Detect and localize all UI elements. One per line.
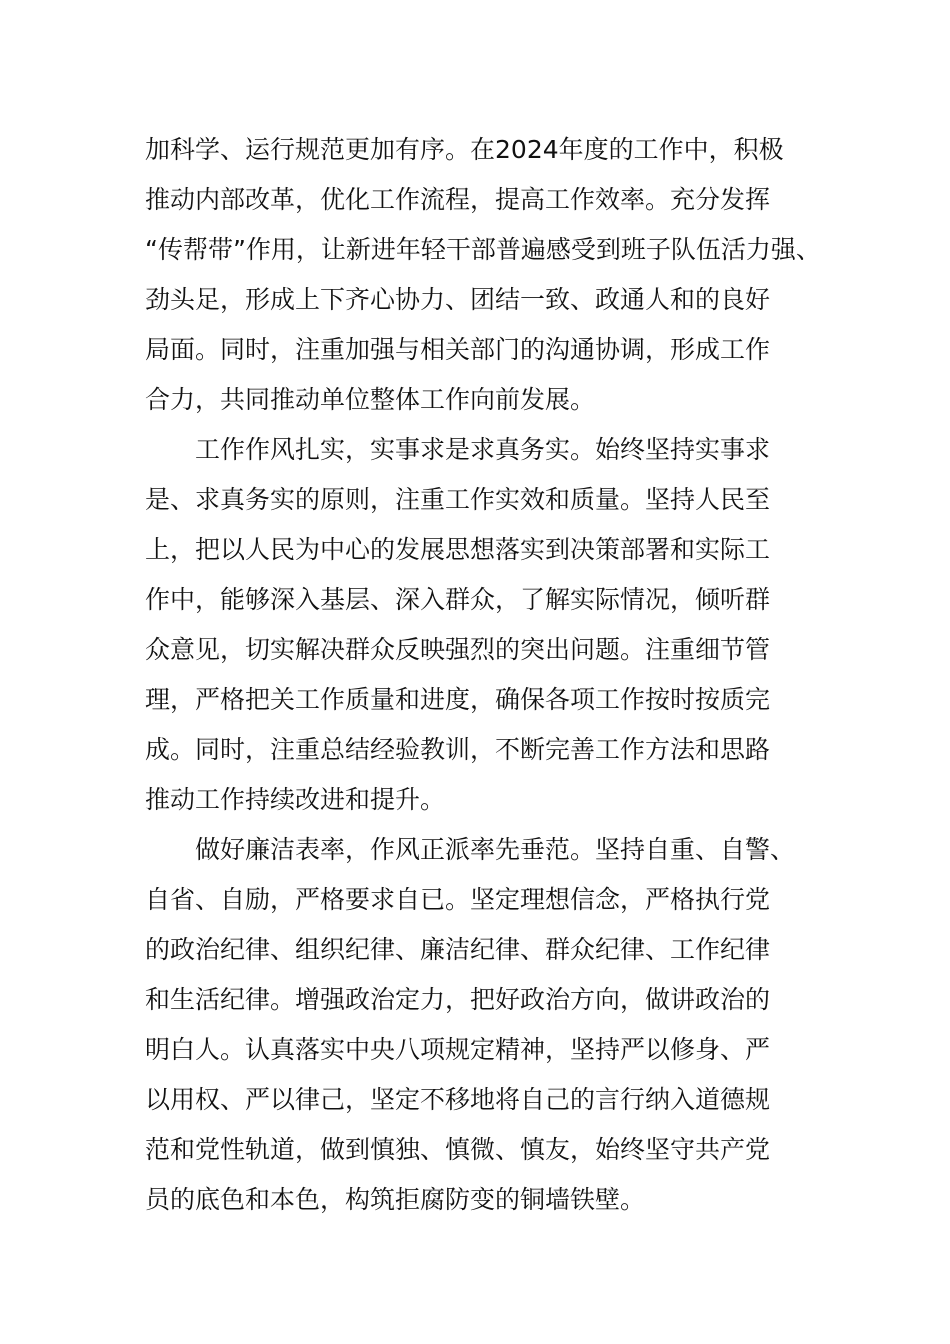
document-line: 众意见，切实解决群众反映强烈的突出问题。注重细节管 <box>145 635 771 664</box>
document-line: 是、求真务实的原则，注重工作实效和质量。坚持人民至 <box>145 485 771 514</box>
document-line: 作中，能够深入基层、深入群众，了解实际情况，倾听群 <box>145 585 771 614</box>
document-line: 成。同时，注重总结经验教训，不断完善工作方法和思路 <box>145 735 771 764</box>
document-line: 劲头足，形成上下齐心协力、团结一致、政通人和的良好 <box>145 285 771 314</box>
document-line: 理，严格把关工作质量和进度，确保各项工作按时按质完 <box>145 685 771 714</box>
document-line: 局面。同时，注重加强与相关部门的沟通协调，形成工作 <box>145 335 771 364</box>
document-line: 上，把以人民为中心的发展思想落实到决策部署和实际工 <box>145 535 771 564</box>
document-body <box>145 125 821 1225</box>
document-line: 推动工作持续改进和提升。 <box>145 785 446 814</box>
document-line: 工作作风扎实，实事求是求真务实。始终坚持实事求 <box>195 435 771 464</box>
document-line: 合力，共同推动单位整体工作向前发展。 <box>145 385 596 414</box>
document-line: 自省、自励，严格要求自已。坚定理想信念，严格执行党 <box>145 885 771 914</box>
document-line: 以用权、严以律己，坚定不移地将自己的言行纳入道德规 <box>145 1085 771 1114</box>
document-line: 推动内部改革，优化工作流程，提高工作效率。充分发挥 <box>145 185 771 214</box>
document-line: “传帮带”作用，让新进年轻干部普遍感受到班子队伍活力强、 <box>145 235 821 264</box>
document-line: 范和党性轨道，做到慎独、慎微、慎友，始终坚守共产党 <box>145 1135 771 1164</box>
document-line: 明白人。认真落实中央八项规定精神，坚持严以修身、严 <box>145 1035 771 1064</box>
document-line: 的政治纪律、组织纪律、廉洁纪律、群众纪律、工作纪律 <box>145 935 771 964</box>
document-line: 做好廉洁表率，作风正派率先垂范。坚持自重、自警、 <box>195 835 796 864</box>
document-line: 和生活纪律。增强政治定力，把好政治方向，做讲政治的 <box>145 985 771 1014</box>
document-line: 加科学、运行规范更加有序。在2024年度的工作中，积极 <box>145 135 784 164</box>
document-line: 员的底色和本色，构筑拒腐防变的铜墙铁壁。 <box>145 1185 646 1214</box>
